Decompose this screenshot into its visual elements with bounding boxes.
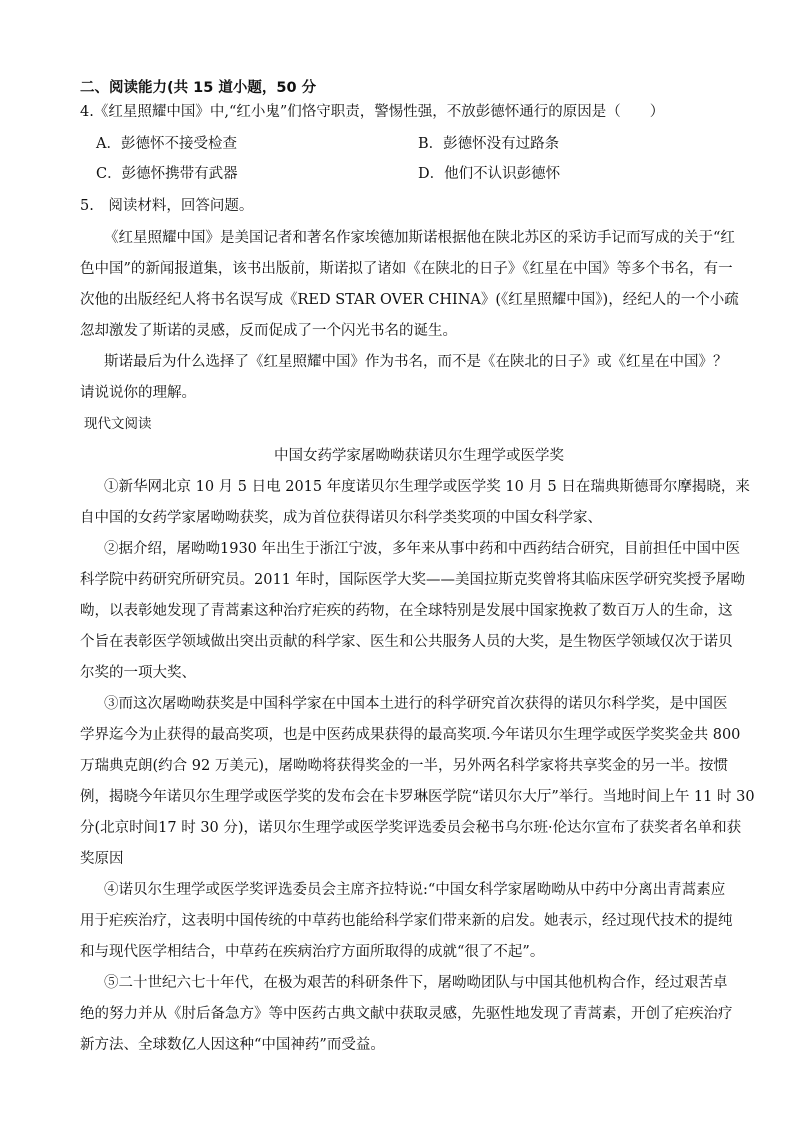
paragraph-line: ⑤二十世纪六七十年代，在极为艰苦的科研条件下，屠呦呦团队与中国其他机构合作，经过艰苦卓 [104, 975, 728, 991]
paragraph-line: 新方法、全球数亿人因这种“中国神药”而受益。 [80, 1037, 385, 1053]
q5-material-line: 次他的出版经纪人将书名误写成《RED STAR OVER CHINA》(《红星照耀中国》)，经纪人的一个小疏 [80, 292, 739, 308]
paragraph-line: 学界迄今为止获得的最高奖项，也是中医药成果获得的最高奖项.今年诺贝尔生理学或医学奖奖金共 800 [80, 727, 741, 743]
paragraph-line: 自中国的女药学家屠呦呦获奖，成为首位获得诺贝尔科学类奖项的中国女科学家、 [80, 510, 602, 526]
paragraph-line: 用于疟疾治疗，这表明中国传统的中草药也能给科学家们带来新的启发。她表示，经过现代技术的提纯 [80, 913, 733, 929]
q4-option-a: A．彭德怀不接受检查 [96, 136, 237, 152]
q5-material-line: 色中国”的新闻报道集，该书出版前，斯诺拟了诸如《在陕北的日子》《红星在中国》等多个书名，有一 [80, 261, 733, 277]
paragraph-line: 个旨在表彰医学领域做出突出贡献的科学家、医生和公共服务人员的大奖，是生物医学领域仅次于诺贝 [80, 634, 733, 650]
paragraph-line: 呦，以表彰她发现了青蒿素这种治疗疟疾的药物，在全球特别是发展中国家挽救了数百万人的生命，这 [80, 603, 733, 619]
article-title: 中国女药学家屠呦呦获诺贝尔生理学或医学奖 [274, 448, 564, 464]
paragraph-line: 绝的努力并从《肘后备急方》等中医药古典文献中获取灵感，先驱性地发现了青蒿素，开创了疟疾治疗 [80, 1006, 733, 1022]
paragraph-line: 万瑞典克朗(约合 92 万美元)，屠呦呦将获得奖金的一半，另外两名科学家将共享奖金的另一半。按惯 [80, 758, 728, 774]
paragraph-line: 和与现代医学相结合，中草药在疾病治疗方面所取得的成就“很了不起”。 [80, 944, 545, 960]
paragraph-line: 分(北京时间17 时 30 分)，诺贝尔生理学或医学奖评选委员会秘书乌尔班·伦达尔宣布了获奖者名单和获 [80, 820, 742, 836]
paragraph-line: 尔奖的一项大奖、 [80, 665, 196, 681]
q5-question-line: 斯诺最后为什么选择了《红星照耀中国》作为书名，而不是《在陕北的日子》或《红星在中国》？ [104, 354, 728, 370]
q4-stem: 4.《红星照耀中国》中,“红小鬼”们恪守职责，警惕性强，不放彭德怀通行的原因是（ ） [80, 104, 665, 120]
q5-material-line: 《红星照耀中国》是美国记者和著名作家埃德加斯诺根据他在陕北苏区的采访手记而写成的关于“红 [104, 230, 735, 246]
q5-stem: 5. 阅读材料，回答问题。 [80, 198, 254, 214]
paragraph-line: ③而这次屠呦呦获奖是中国科学家在中国本土进行的科学研究首次获得的诺贝尔科学奖，是中国医 [104, 696, 728, 712]
section-title: 二、阅读能力(共 15 道小题，50 分 [80, 80, 317, 96]
paragraph-line: ④诺贝尔生理学或医学奖评选委员会主席齐拉特说:“中国女科学家屠呦呦从中药中分离出青蒿素应 [104, 882, 726, 898]
q4-option-d: D．他们不认识彭德怀 [418, 166, 561, 182]
q5-material-line: 忽却激发了斯诺的灵感，反而促成了一个闪光书名的诞生。 [80, 323, 457, 339]
q4-option-b: B．彭德怀没有过路条 [418, 136, 560, 152]
q4-option-c: C．彭德怀携带有武器 [96, 166, 238, 182]
paragraph-line: ①新华网北京 10 月 5 日电 2015 年度诺贝尔生理学或医学奖 10 月 5 日在瑞典斯德哥尔摩揭晓，来 [104, 479, 750, 495]
q5-question-line: 请说说你的理解。 [80, 385, 196, 401]
paragraph-line: 例，揭晓今年诺贝尔生理学或医学奖的发布会在卡罗琳医学院“诺贝尔大厅”举行。当地时间上午 11 时 30 [80, 789, 755, 805]
modern-reading-heading: 现代文阅读 [84, 416, 152, 432]
paragraph-line: 奖原因 [80, 851, 124, 867]
paragraph-line: ②据介绍，屠呦呦1930 年出生于浙江宁波，多年来从事中药和中西药结合研究，目前担任中国中医 [104, 541, 741, 557]
paragraph-line: 科学院中药研究所研究员。2011 年时，国际医学大奖——美国拉斯克奖曾将其临床医学研究奖授予屠呦 [80, 572, 746, 588]
